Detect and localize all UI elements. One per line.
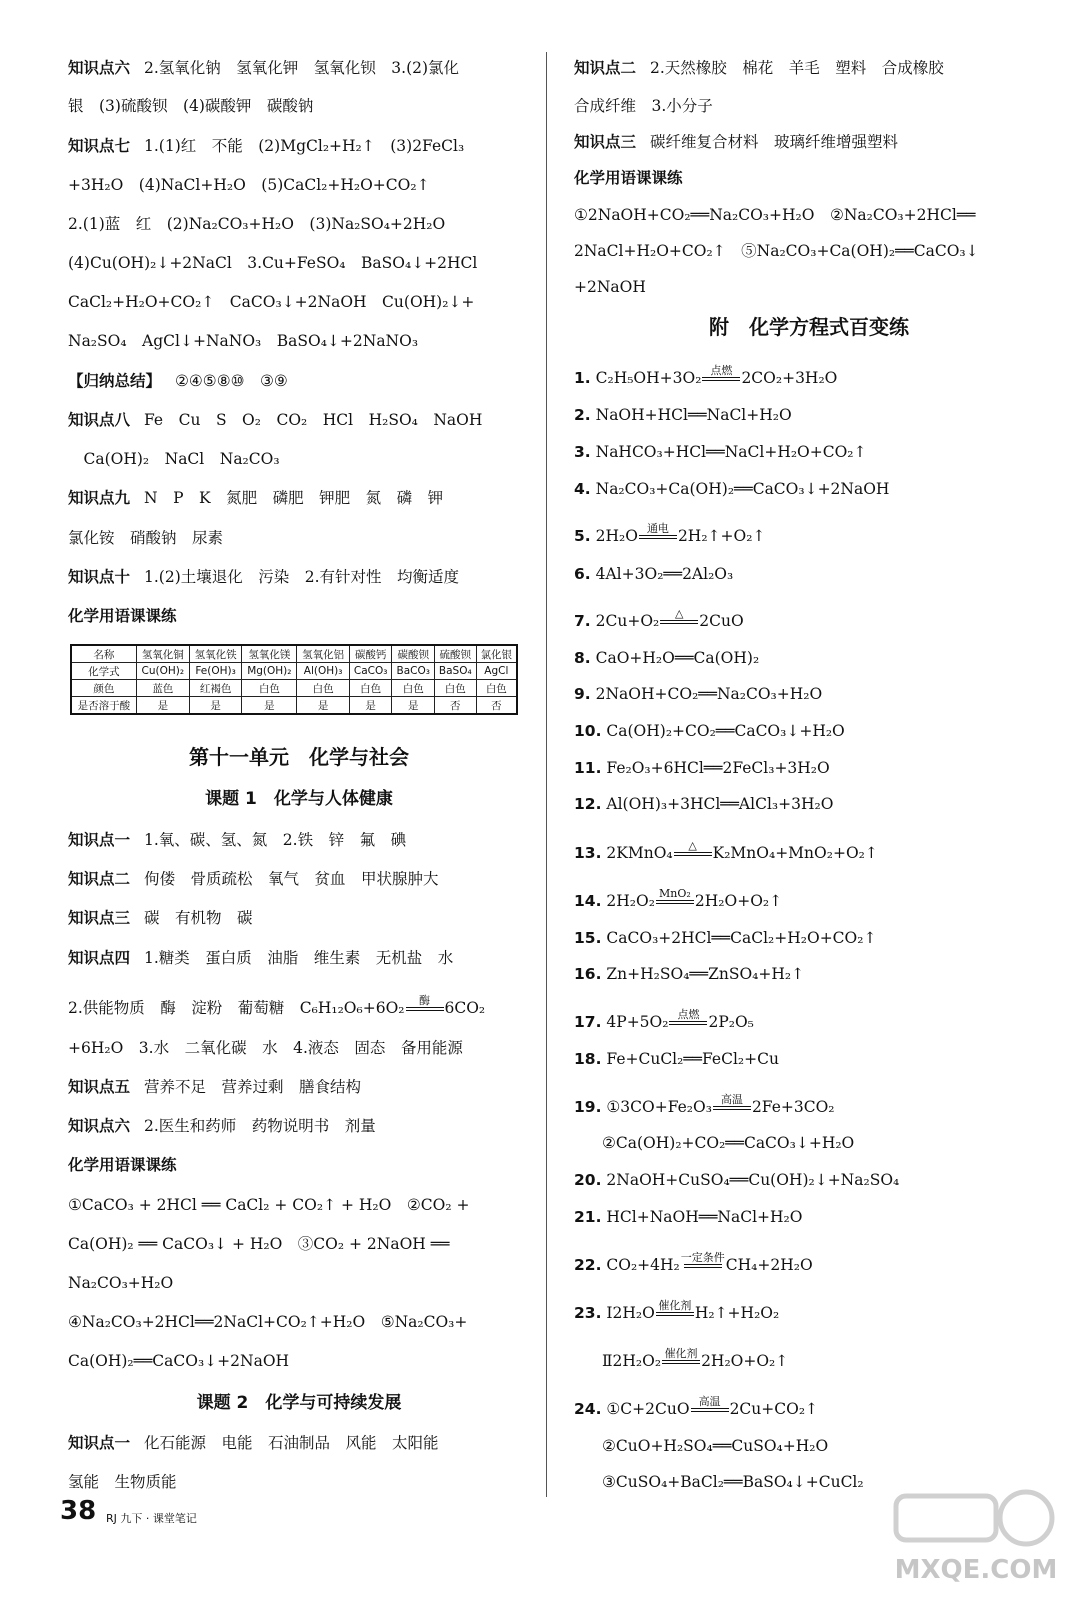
table-cell: 氯化银 — [476, 645, 517, 663]
reaction-condition — [702, 365, 740, 381]
condition-label: 高温 — [698, 1395, 721, 1408]
line-text: 碳 有机物 碳 — [144, 909, 253, 927]
point-label: 化学用语课课练 — [68, 1156, 177, 1174]
text-line — [68, 1193, 469, 1217]
table-cell: 白色 — [476, 680, 517, 697]
text-line — [68, 56, 459, 80]
point-label: 知识点七 — [68, 137, 131, 155]
equation-text: 2NaOH+CuSO₄══Cu(OH)₂↓+Na₂SO₄ — [606, 1171, 900, 1189]
line-text: ④Na₂CO₃+2HCl══2NaCl+CO₂↑+H₂O ⑤Na₂CO₃+ — [68, 1313, 468, 1331]
table-cell: 白色 — [242, 680, 297, 697]
reaction-condition — [639, 523, 677, 539]
reaction-condition — [681, 1252, 725, 1268]
equation-text: ②Ca(OH)₂+CO₂══CaCO₃↓+H₂O — [602, 1134, 855, 1152]
text-line — [574, 130, 898, 154]
line-text: 1.(2)土壤退化 污染 2.有针对性 均衡适度 — [144, 568, 460, 586]
equation-line — [574, 682, 822, 706]
line-text: 2.供能物质 酶 淀粉 葡萄糖 C₆H₁₂O₆+6O₂ — [68, 999, 405, 1017]
table-cell: 是 — [349, 697, 392, 715]
text-line — [68, 486, 443, 510]
table-cell: Fe(OH)₃ — [189, 663, 241, 680]
text-line — [68, 408, 482, 432]
table-row — [71, 680, 517, 697]
equation-number: 9. — [574, 685, 591, 703]
equation-text: 2NaOH+CO₂══Na₂CO₃+H₂O — [595, 685, 823, 703]
equation-line — [574, 792, 833, 816]
equation-line — [574, 609, 744, 633]
table-cell: 氢氧化镁 — [242, 645, 297, 663]
text-line — [68, 1271, 173, 1295]
line-text: 碳纤维复合材料 玻璃纤维增强塑料 — [650, 133, 899, 151]
table-cell: 颜色 — [71, 680, 136, 697]
point-label: 知识点四 — [68, 949, 131, 967]
line-text: 合成纤维 3.小分子 — [574, 97, 713, 115]
text-line — [68, 173, 430, 197]
equation-line — [574, 562, 733, 586]
text-line — [68, 1036, 463, 1060]
equation-number: 23. — [574, 1304, 602, 1322]
point-label: 知识点八 — [68, 411, 131, 429]
point-label: 知识点二 — [574, 59, 637, 77]
text-line — [574, 94, 713, 118]
line-text: 6CO₂ — [444, 999, 486, 1017]
line-text: 2.天然橡胶 棉花 羊毛 塑料 合成橡胶 — [650, 59, 944, 77]
reaction-condition — [669, 1009, 707, 1025]
text-line — [68, 369, 288, 393]
text-line — [68, 1431, 439, 1455]
equation-text: ②CuO+H₂SO₄══CuSO₄+H₂O — [602, 1437, 829, 1455]
equation-text: Al(OH)₃+3HCl══AlCl₃+3H₂O — [606, 795, 834, 813]
table-cell: 氢氧化铝 — [297, 645, 349, 663]
equals-bar — [684, 1264, 722, 1268]
page-number: 38 — [60, 1496, 97, 1526]
equation-line — [574, 1301, 779, 1325]
equation-number: 17. — [574, 1013, 602, 1031]
equation-text: 4Al+3O₂══2Al₂O₃ — [595, 565, 734, 583]
equation-text: C₂H₅OH+3O₂ — [595, 369, 702, 387]
point-label: 化学用语课课练 — [68, 607, 177, 625]
text-line — [68, 1470, 177, 1494]
equation-text: K₂MnO₄+MnO₂+O₂↑ — [712, 844, 878, 862]
line-text: 佝偻 骨质疏松 氧气 贫血 甲状腺肿大 — [144, 870, 439, 888]
table-cell: 化学式 — [71, 663, 136, 680]
text-line — [68, 251, 477, 275]
equation-text: CaCO₃+2HCl══CaCl₂+H₂O+CO₂↑ — [606, 929, 877, 947]
equation-line — [574, 1168, 899, 1192]
equation-line — [574, 1470, 864, 1494]
text-line — [574, 203, 975, 227]
line-text: (4)Cu(OH)₂↓+2NaCl 3.Cu+FeSO₄ BaSO₄↓+2HCl — [68, 254, 478, 272]
equation-number: 6. — [574, 565, 591, 583]
table-cell: 否 — [476, 697, 517, 715]
point-label: 知识点三 — [574, 133, 637, 151]
table-cell: 硫酸钡 — [434, 645, 476, 663]
equation-text: 2Cu+O₂ — [595, 612, 660, 630]
equation-line — [574, 1047, 779, 1071]
equation-number: 19. — [574, 1098, 602, 1116]
table-cell: 红褐色 — [189, 680, 241, 697]
equation-number: 11. — [574, 759, 602, 777]
reaction-condition — [406, 995, 444, 1011]
equation-line — [574, 1095, 835, 1119]
topic-title: 课题 2 化学与可持续发展 — [196, 1393, 402, 1413]
condition-label: 催化剂 — [658, 1299, 692, 1312]
text-line — [68, 134, 464, 158]
text-line — [68, 94, 313, 118]
table-cell: 氢氧化铁 — [189, 645, 241, 663]
equation-text: Fe+CuCl₂══FeCl₂+Cu — [606, 1050, 779, 1068]
equation-text: Na₂CO₃+Ca(OH)₂══CaCO₃↓+2NaOH — [595, 480, 890, 498]
equals-bar — [669, 1021, 707, 1025]
table-row — [71, 645, 517, 663]
condition-label: 高温 — [720, 1093, 743, 1106]
equation-text: H₂↑+H₂O₂ — [694, 1304, 780, 1322]
equation-number: 15. — [574, 929, 602, 947]
line-text: N P K 氮肥 磷肥 钾肥 氮 磷 钾 — [144, 489, 444, 507]
equation-text: 2P₂O₅ — [708, 1013, 754, 1031]
line-text: Ca(OH)₂ ══ CaCO₃↓ + H₂O ③CO₂ + 2NaOH ══ — [68, 1235, 450, 1253]
equation-number: 18. — [574, 1050, 602, 1068]
footer-text: RJ 九下 · 课堂笔记 — [106, 1512, 197, 1525]
equation-number: 24. — [574, 1400, 602, 1418]
reaction-condition — [674, 840, 712, 856]
text-line — [68, 1075, 361, 1099]
equation-text: HCl+NaOH══NaCl+H₂O — [606, 1208, 803, 1226]
equation-number: 1. — [574, 369, 591, 387]
condition-label: 酶 — [419, 994, 430, 1007]
text-line — [68, 1153, 191, 1177]
condition-label: △ — [675, 607, 684, 620]
equation-text: Fe₂O₃+6HCl══2FeCl₃+3H₂O — [606, 759, 830, 777]
reaction-condition — [691, 1396, 729, 1412]
precipitate-table — [70, 644, 518, 715]
text-line — [68, 565, 459, 589]
equation-number: 16. — [574, 965, 602, 983]
table-cell: 白色 — [434, 680, 476, 697]
table-cell: AgCl — [476, 663, 517, 680]
equation-line — [574, 756, 830, 780]
svg-text:MXQE.COM: MXQE.COM — [894, 1555, 1058, 1585]
column-divider — [546, 52, 547, 1497]
line-text: 1.氧、碳、氢、氮 2.铁 锌 氟 碘 — [144, 831, 407, 849]
point-label: 知识点一 — [68, 831, 131, 849]
text-line — [68, 290, 474, 314]
equation-text: CO₂+4H₂ — [606, 1256, 680, 1274]
text-line — [574, 275, 646, 299]
line-text: Fe Cu S O₂ CO₂ HCl H₂SO₄ NaOH — [144, 411, 483, 429]
line-text: 2.氢氧化钠 氢氧化钾 氢氧化钡 3.(2)氯化 — [144, 59, 460, 77]
equation-text: Ⅰ2H₂O — [606, 1304, 655, 1322]
equals-bar — [656, 1312, 694, 1316]
table-cell: 白色 — [349, 680, 392, 697]
condition-label: MnO₂ — [659, 887, 691, 900]
equation-text: 2CuO — [699, 612, 744, 630]
table-cell: 白色 — [297, 680, 349, 697]
point-label: 知识点六 — [68, 59, 131, 77]
line-text: ①CaCO₃ + 2HCl ══ CaCl₂ + CO₂↑ + H₂O ②CO₂ + — [68, 1196, 470, 1214]
equation-text: 2Fe+3CO₂ — [751, 1098, 835, 1116]
equation-number: 5. — [574, 527, 591, 545]
equation-text: CH₄+2H₂O — [725, 1256, 813, 1274]
condition-label: 一定条件 — [680, 1251, 725, 1264]
condition-label: 催化剂 — [664, 1347, 698, 1360]
line-text: 1.糖类 蛋白质 油脂 维生素 无机盐 水 — [144, 949, 454, 967]
equation-number: 20. — [574, 1171, 602, 1189]
text-line — [68, 946, 453, 970]
text-line — [68, 1310, 467, 1334]
table-cell: 是 — [242, 697, 297, 715]
text-line — [68, 447, 280, 471]
line-text: ①2NaOH+CO₂══Na₂CO₃+H₂O ②Na₂CO₃+2HCl══ — [574, 206, 976, 224]
table-cell: 白色 — [392, 680, 434, 697]
line-text: 2.医生和药师 药物说明书 剂量 — [144, 1117, 376, 1135]
equals-bar — [660, 620, 698, 624]
equation-text: Zn+H₂SO₄══ZnSO₄+H₂↑ — [606, 965, 805, 983]
equation-number: 22. — [574, 1256, 602, 1274]
line-text: +6H₂O 3.水 二氧化碳 水 4.液态 固态 备用能源 — [68, 1039, 463, 1057]
equation-line — [574, 1205, 802, 1229]
text-line — [68, 1232, 449, 1256]
condition-label: 点燃 — [677, 1008, 700, 1021]
line-text: +2NaOH — [574, 278, 646, 296]
text-line — [68, 526, 223, 550]
topic-title: 课题 1 化学与人体健康 — [205, 789, 393, 809]
table-cell: Al(OH)₃ — [297, 663, 349, 680]
text-line — [68, 329, 418, 353]
point-label: 化学用语课课练 — [574, 169, 683, 187]
equation-line — [574, 1349, 788, 1373]
equation-line — [574, 841, 878, 865]
equation-text: 2H₂↑+O₂↑ — [677, 527, 766, 545]
equation-text: 2CO₂+3H₂O — [741, 369, 838, 387]
equation-text: ①3CO+Fe₂O₃ — [606, 1098, 712, 1116]
appendix-title: 附 化学方程式百变练 — [709, 315, 909, 339]
equation-text: Ⅱ2H₂O₂ — [602, 1352, 662, 1370]
equals-bar — [406, 1007, 444, 1011]
text-line — [574, 56, 944, 80]
equation-number: 4. — [574, 480, 591, 498]
equation-text: ①C+2CuO — [606, 1400, 690, 1418]
equation-line — [574, 366, 837, 390]
equation-text: 4P+5O₂ — [606, 1013, 669, 1031]
line-text: Ca(OH)₂ NaCl Na₂CO₃ — [68, 450, 280, 468]
equation-line — [574, 719, 845, 743]
equation-text: 2KMnO₄ — [606, 844, 673, 862]
equation-line — [574, 962, 804, 986]
reaction-condition — [662, 1348, 700, 1364]
equation-line — [574, 1010, 754, 1034]
text-line — [68, 604, 191, 628]
equation-text: 2H₂O+O₂↑ — [701, 1352, 789, 1370]
line-text: CaCl₂+H₂O+CO₂↑ CaCO₃↓+2NaOH Cu(OH)₂↓+ — [68, 293, 475, 311]
table-cell: 氢氧化铜 — [136, 645, 189, 663]
equation-line — [574, 477, 889, 501]
equation-text: CaO+H₂O══Ca(OH)₂ — [595, 649, 760, 667]
equation-text: 2Cu+CO₂↑ — [729, 1400, 819, 1418]
table-cell: 蓝色 — [136, 680, 189, 697]
equation-text: NaOH+HCl══NaCl+H₂O — [595, 406, 792, 424]
line-text: Na₂CO₃+H₂O — [68, 1274, 174, 1292]
equation-line — [574, 1131, 854, 1155]
equation-number: 7. — [574, 612, 591, 630]
point-label: 知识点二 — [68, 870, 131, 888]
point-label: 知识点三 — [68, 909, 131, 927]
equals-bar — [691, 1408, 729, 1412]
equation-text: ③CuSO₄+BaCl₂══BaSO₄↓+CuCl₂ — [602, 1473, 864, 1491]
reaction-condition — [656, 1300, 694, 1316]
equation-line — [574, 524, 765, 548]
line-text: Na₂SO₄ AgCl↓+NaNO₃ BaSO₄↓+2NaNO₃ — [68, 332, 419, 350]
table-cell: Mg(OH)₂ — [242, 663, 297, 680]
equals-bar — [674, 852, 712, 856]
equation-number: 13. — [574, 844, 602, 862]
equation-number: 14. — [574, 892, 602, 910]
reaction-condition — [656, 888, 694, 904]
table-row — [71, 697, 517, 715]
condition-label: 通电 — [646, 522, 669, 535]
table-cell: 名称 — [71, 645, 136, 663]
equals-bar — [662, 1360, 700, 1364]
line-text: 营养不足 营养过剩 膳食结构 — [144, 1078, 362, 1096]
text-line — [68, 1349, 289, 1373]
equation-line — [574, 1434, 828, 1458]
line-text: ②④⑤⑧⑩ ③⑨ — [175, 372, 288, 390]
line-text: 氯化铵 硝酸钠 尿素 — [68, 529, 224, 547]
point-label: 知识点五 — [68, 1078, 131, 1096]
point-label: 知识点九 — [68, 489, 131, 507]
equation-number: 2. — [574, 406, 591, 424]
equation-line — [574, 1397, 818, 1421]
equation-text: 2H₂O+O₂↑ — [694, 892, 783, 910]
line-text: 氢能 生物质能 — [68, 1473, 177, 1491]
table-cell: BaSO₄ — [434, 663, 476, 680]
equation-line — [574, 646, 759, 670]
table-cell: 否 — [434, 697, 476, 715]
table-cell: BaCO₃ — [392, 663, 434, 680]
line-text: 2NaCl+H₂O+CO₂↑ ⑤Na₂CO₃+Ca(OH)₂══CaCO₃↓ — [574, 242, 979, 260]
table-cell: 碳酸钙 — [349, 645, 392, 663]
equation-number: 8. — [574, 649, 591, 667]
condition-label: 点燃 — [710, 364, 733, 377]
point-label: 知识点六 — [68, 1117, 131, 1135]
text-line — [68, 867, 439, 891]
line-text: 化石能源 电能 石油制品 风能 太阳能 — [144, 1434, 439, 1452]
table-row — [71, 663, 517, 680]
line-text: 2.(1)蓝 红 (2)Na₂CO₃+H₂O (3)Na₂SO₄+2H₂O — [68, 215, 446, 233]
text-line — [68, 212, 445, 236]
line-text: Ca(OH)₂══CaCO₃↓+2NaOH — [68, 1352, 290, 1370]
table-cell: 是 — [297, 697, 349, 715]
text-line — [68, 996, 485, 1020]
equation-line — [574, 403, 792, 427]
equals-bar — [702, 377, 740, 381]
reaction-condition — [660, 608, 698, 624]
equation-line — [574, 926, 876, 950]
equation-number: 10. — [574, 722, 602, 740]
equals-bar — [656, 900, 694, 904]
table-cell: Cu(OH)₂ — [136, 663, 189, 680]
table-cell: 是 — [392, 697, 434, 715]
table-cell: CaCO₃ — [349, 663, 392, 680]
table-cell: 是 — [189, 697, 241, 715]
equation-number: 12. — [574, 795, 602, 813]
reaction-condition — [713, 1094, 751, 1110]
text-line — [68, 1114, 376, 1138]
table-cell: 是否溶于酸 — [71, 697, 136, 715]
equals-bar — [713, 1106, 751, 1110]
line-text: 银 (3)硫酸钡 (4)碳酸钾 碳酸钠 — [68, 97, 314, 115]
point-label: 【归纳总结】 — [68, 372, 162, 390]
equals-bar — [639, 535, 677, 539]
table-cell: 碳酸钡 — [392, 645, 434, 663]
equation-text: 2H₂O₂ — [606, 892, 655, 910]
condition-label: △ — [688, 839, 697, 852]
equation-line — [574, 889, 782, 913]
watermark-logo — [876, 1478, 1076, 1588]
text-line — [68, 906, 253, 930]
equation-number: 3. — [574, 443, 591, 461]
equation-line — [574, 1253, 813, 1277]
text-line — [574, 166, 697, 190]
point-label: 知识点十 — [68, 568, 131, 586]
text-line — [574, 239, 979, 263]
equation-text: Ca(OH)₂+CO₂══CaCO₃↓+H₂O — [606, 722, 845, 740]
equation-line — [574, 440, 867, 464]
equation-text: NaHCO₃+HCl══NaCl+H₂O+CO₂↑ — [595, 443, 867, 461]
table-cell: 是 — [136, 697, 189, 715]
equation-number: 21. — [574, 1208, 602, 1226]
line-text: 1.(1)红 不能 (2)MgCl₂+H₂↑ (3)2FeCl₃ — [144, 137, 465, 155]
point-label: 知识点一 — [68, 1434, 131, 1452]
text-line — [68, 828, 406, 852]
equation-text: 2H₂O — [595, 527, 638, 545]
line-text: +3H₂O (4)NaCl+H₂O (5)CaCl₂+H₂O+CO₂↑ — [68, 176, 430, 194]
unit-title: 第十一单元 化学与社会 — [189, 745, 409, 769]
